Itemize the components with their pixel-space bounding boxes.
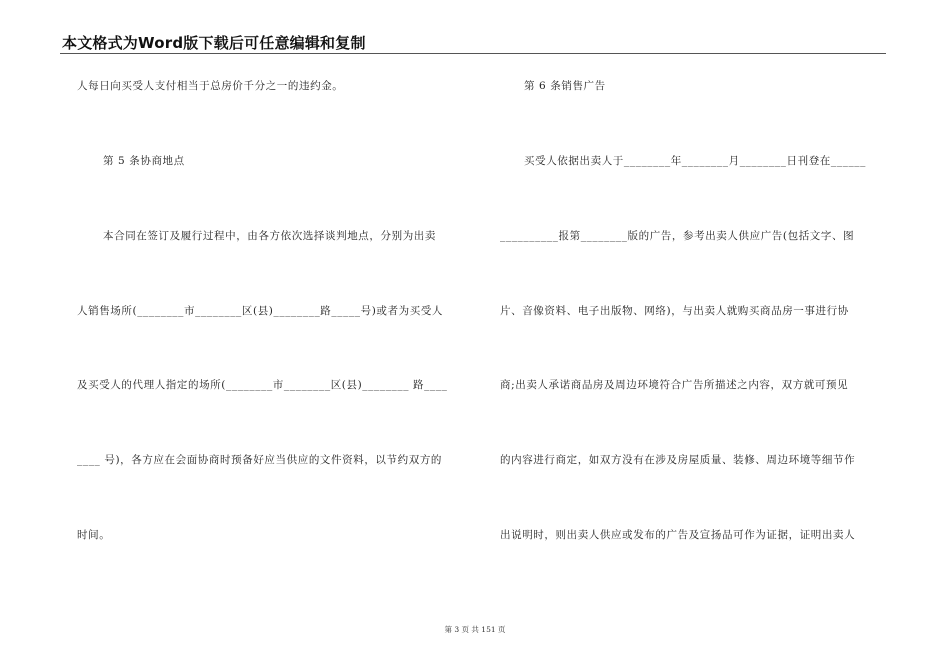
left-line-4: 人销售场所(________市________区(县)________路_____号)或者为买受人 [77,305,444,317]
left-line-5: 及买受人的代理人指定的场所(________市________区(县)________ 路____ [77,379,448,391]
right-line-2: 买受人依据出卖人于________年________月________日刊登在______ [524,155,866,167]
right-line-4: 片、音像资料、电子出版物、网络)，与出卖人就购买商品房一事进行协 [500,305,849,317]
page-number-footer: 第 3 页 共 151 页 [444,625,506,634]
header-divider [60,53,886,54]
left-line-7: 时间。 [77,529,111,541]
left-line-3: 本合同在签订及履行过程中，由各方依次选择谈判地点，分别为出卖 [103,230,436,242]
right-line-7: 出说明时，则出卖人供应或发布的广告及宣扬品可作为证据，证明出卖人 [500,529,856,541]
right-line-6: 的内容进行商定，如双方没有在涉及房屋质量、装修、周边环境等细节作 [500,454,856,466]
document-header-title: 本文格式为Word版下载后可任意编辑和复制 [62,34,366,52]
left-line-6: ____ 号)，各方应在会面协商时预备好应当供应的文件资料，以节约双方的 [77,454,443,466]
left-line-1: 人每日向买受人支付相当于总房价千分之一的违约金。 [77,80,344,92]
right-line-5: 商;出卖人承诺商品房及周边环境符合广告所描述之内容，双方就可预见 [500,379,849,391]
left-section-heading: 第 5 条协商地点 [103,155,185,167]
right-section-heading: 第 6 条销售广告 [524,80,606,92]
right-line-3: __________报第________版的广告，参考出卖人供应广告(包括文字、图 [500,230,855,242]
